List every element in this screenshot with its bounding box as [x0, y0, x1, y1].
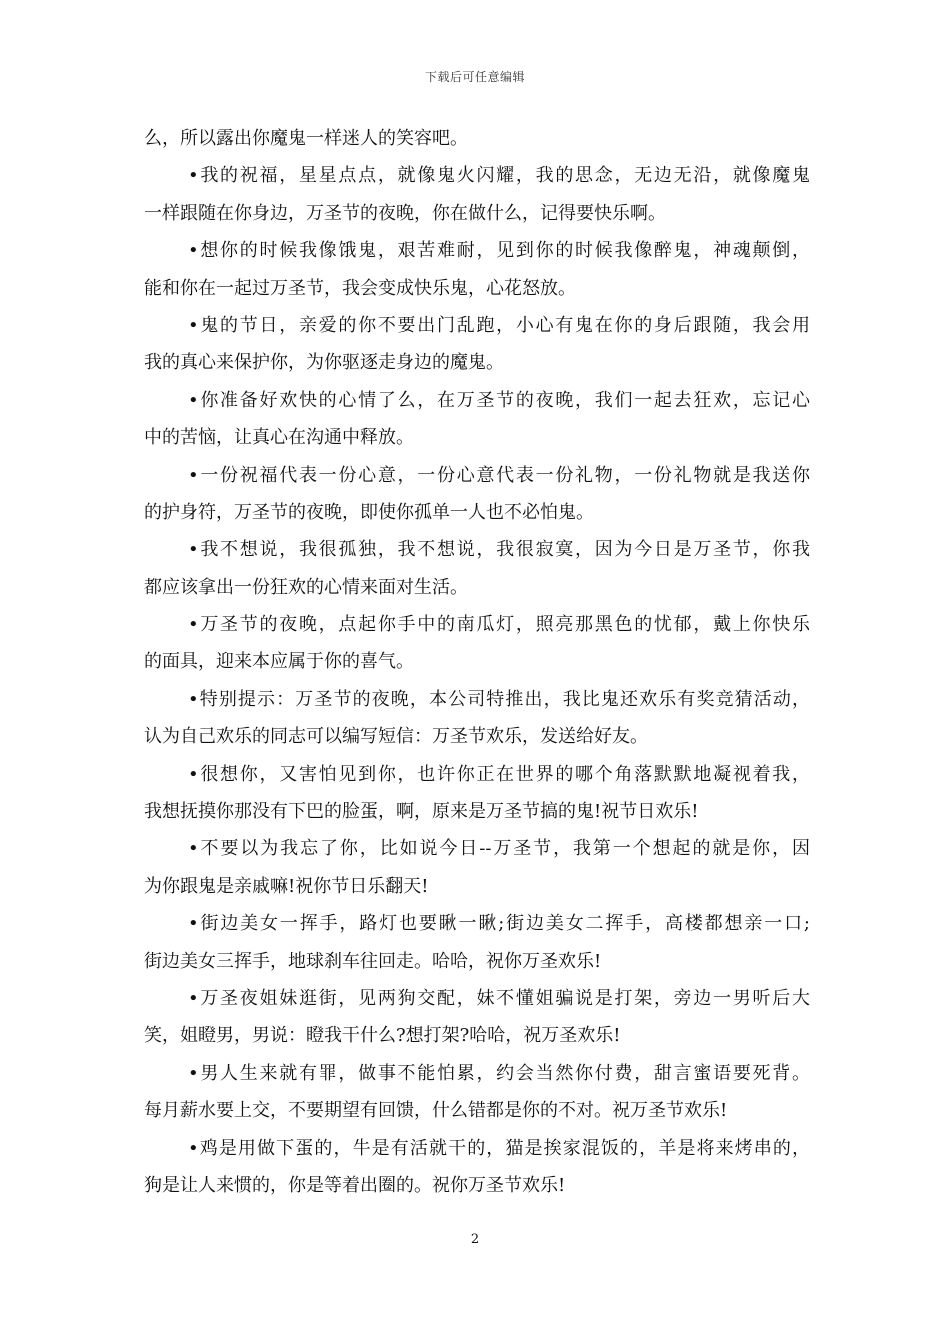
text-line: •街边美女一挥手，路灯也要瞅一瞅;街边美女二挥手，高楼都想亲一口;	[188, 913, 810, 935]
text-line: •特别提示：万圣节的夜晚，本公司特推出，我比鬼还欢乐有奖竞猜活动，	[188, 688, 810, 710]
text-line: •我不想说，我很孤独，我不想说，我很寂寞，因为今日是万圣节，你我	[188, 539, 810, 561]
text-line: 的面具，迎来本应属于你的喜气。	[144, 651, 414, 673]
text-line: •万圣夜姐妹逛街，见两狗交配，妹不懂姐骗说是打架，旁边一男听后大	[188, 987, 810, 1009]
text-line: 认为自己欢乐的同志可以编写短信：万圣节欢乐，发送给好友。	[144, 726, 648, 748]
text-line: •想你的时候我像饿鬼，艰苦难耐，见到你的时候我像醉鬼，神魂颠倒，	[188, 240, 810, 262]
text-line: •男人生来就有罪，做事不能怕累，约会当然你付费，甜言蜜语要死背。	[188, 1062, 810, 1084]
text-line: •我的祝福，星星点点，就像鬼火闪耀，我的思念，无边无沿，就像魔鬼	[188, 165, 810, 187]
text-line: •不要以为我忘了你，比如说今日--万圣节，我第一个想起的就是你，因	[188, 838, 810, 860]
text-line: •很想你，又害怕见到你，也许你正在世界的哪个角落默默地凝视着我，	[188, 763, 810, 785]
text-line: 我想抚摸你那没有下巴的脸蛋，啊，原来是万圣节搞的鬼!祝节日欢乐!	[144, 801, 699, 823]
text-line: 街边美女三挥手，地球刹车往回走。哈哈，祝你万圣欢乐!	[144, 950, 602, 972]
page-number: 2	[470, 1232, 480, 1247]
document-body	[144, 120, 810, 1204]
text-line: 笑，姐瞪男，男说：瞪我干什么?想打架?哈哈，祝万圣欢乐!	[144, 1025, 621, 1047]
text-line: •鸡是用做下蛋的，牛是有活就干的，猫是挨家混饭的，羊是将来烤串的，	[188, 1137, 810, 1159]
page-header-note: 下载后可任意编辑	[424, 70, 525, 84]
text-line: 中的苦恼，让真心在沟通中释放。	[144, 427, 414, 449]
text-line: 每月薪水要上交，不要期望有回馈，什么错都是你的不对。祝万圣节欢乐!	[144, 1100, 728, 1122]
text-line: 一样跟随在你身边，万圣节的夜晚，你在做什么，记得要快乐啊。	[144, 202, 666, 224]
text-line: 都应该拿出一份狂欢的心情来面对生活。	[144, 576, 468, 598]
text-line: 我的真心来保护你，为你驱逐走身边的魔鬼。	[144, 352, 504, 374]
text-line: 为你跟鬼是亲戚嘛!祝你节日乐翻天!	[144, 875, 429, 897]
text-line: 么，所以露出你魔鬼一样迷人的笑容吧。	[144, 128, 468, 149]
text-line: •一份祝福代表一份心意，一份心意代表一份礼物，一份礼物就是我送你	[188, 464, 810, 486]
text-line: •万圣节的夜晚，点起你手中的南瓜灯，照亮那黑色的忧郁，戴上你快乐	[188, 614, 810, 636]
text-line: •你准备好欢快的心情了么，在万圣节的夜晚，我们一起去狂欢，忘记心	[188, 389, 810, 411]
text-line: •鬼的节日，亲爱的你不要出门乱跑，小心有鬼在你的身后跟随，我会用	[188, 314, 810, 336]
text-line: 的护身符，万圣节的夜晚，即使你孤单一人也不必怕鬼。	[144, 501, 594, 523]
text-line: 狗是让人来惯的，你是等着出圈的。祝你万圣节欢乐!	[144, 1174, 566, 1196]
text-line: 能和你在一起过万圣节，我会变成快乐鬼，心花怒放。	[144, 277, 576, 299]
